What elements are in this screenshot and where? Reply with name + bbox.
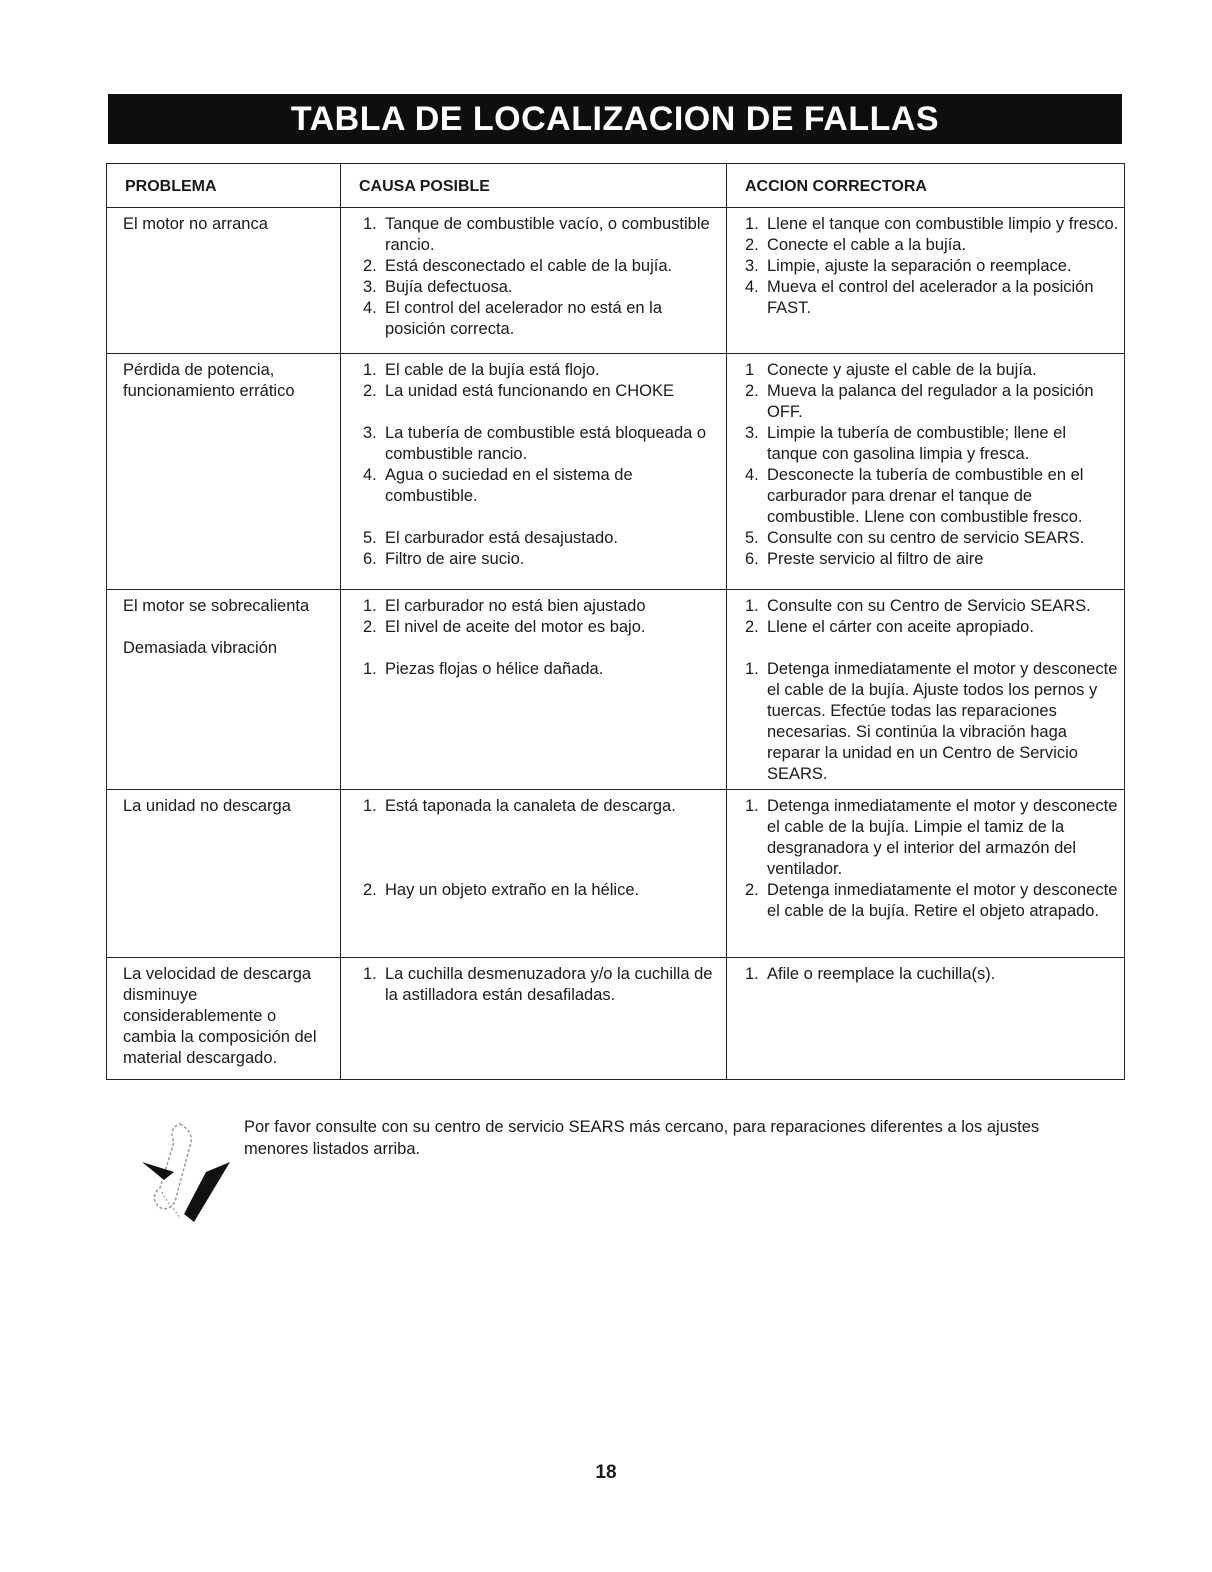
list-item: 1. Detenga inmediatamente el motor y desconecte el cable de la bujía. Ajuste todos los pernos y tuercas. Efectúe todas las reparaciones necesarias. Si continúa la vibración haga reparar la unidad en un Centro de Servicio SEARS.	[745, 660, 1118, 783]
problem-cell: El motor no arranca	[107, 208, 341, 354]
table-row	[107, 354, 1125, 590]
list-item: 6. Filtro de aire sucio.	[363, 550, 525, 568]
list-item: 3. Limpie, ajuste la separación o reemplace.	[745, 257, 1072, 275]
list-item: 1. Tanque de combustible vacío, o combustible rancio.	[363, 215, 710, 254]
troubleshooting-table	[106, 163, 1125, 1080]
table-row	[107, 208, 1125, 354]
cause-cell	[341, 208, 727, 354]
list-item: 5. El carburador está desajustado.	[363, 529, 618, 547]
list-item: 6. Preste servicio al filtro de aire	[745, 550, 984, 568]
cause-cell	[341, 354, 727, 590]
list-item: 2. Está desconectado el cable de la bujía.	[363, 257, 673, 275]
cause-cell	[341, 790, 727, 958]
cause-cell	[341, 590, 727, 790]
list-item: 2. El nivel de aceite del motor es bajo.	[363, 618, 646, 636]
list-item: 1. El carburador no está bien ajustado	[363, 597, 646, 615]
list-item: 1. Detenga inmediatamente el motor y desconecte el cable de la bujía. Limpie el tamiz de la desgranadora y el interior del armazón del ventilador.	[745, 797, 1118, 878]
cause-cell	[341, 958, 727, 1080]
action-cell	[727, 208, 1125, 354]
problem-cell: La velocidad de descarga disminuye considerablemente o cambia la composición del material descargado.	[107, 958, 341, 1080]
list-item: 1 Conecte y ajuste el cable de la bujía.	[745, 361, 1037, 379]
problem-cell: La unidad no descarga	[107, 790, 341, 958]
service-note: Por favor consulte con su centro de servicio SEARS más cercano, para reparaciones diferentes a los ajustes menores listados arriba.	[244, 1118, 1040, 1158]
list-item: 2. Detenga inmediatamente el motor y desconecte el cable de la bujía. Retire el objeto atrapado.	[745, 881, 1118, 920]
list-item: 1. El cable de la bujía está flojo.	[363, 361, 600, 379]
page-title: TABLA DE LOCALIZACION DE FALLAS	[290, 99, 940, 138]
list-item: 4. Mueva el control del acelerador a la posición FAST.	[745, 278, 1094, 317]
page-number: 18	[595, 1462, 617, 1483]
wrench-pointing-arrow-icon	[140, 1118, 236, 1228]
list-item: 2. Conecte el cable a la bujía.	[745, 236, 967, 254]
action-cell	[727, 958, 1125, 1080]
list-item: 2. Llene el cárter con aceite apropiado.	[745, 618, 1034, 636]
problem-cell: El motor se sobrecalienta Demasiada vibración	[107, 590, 341, 790]
list-item: 3. Bujía defectuosa.	[363, 278, 513, 296]
list-item: 1. Llene el tanque con combustible limpio y fresco.	[745, 215, 1119, 233]
list-item: 4. Agua o suciedad en el sistema de combustible.	[363, 466, 633, 505]
action-cell	[727, 354, 1125, 590]
table-row	[107, 790, 1125, 958]
problem-cell: Pérdida de potencia, funcionamiento errático	[107, 354, 341, 590]
list-item: 3. La tubería de combustible está bloqueada o combustible rancio.	[363, 424, 707, 463]
page-title-bar	[108, 94, 1122, 144]
header-action: ACCION CORRECTORA	[727, 164, 1125, 208]
list-item: 3. Limpie la tubería de combustible; llene el tanque con gasolina limpia y fresca.	[745, 424, 1067, 463]
list-item: 5. Consulte con su centro de servicio SEARS.	[745, 529, 1085, 547]
list-item: 2. La unidad está funcionando en CHOKE	[363, 382, 674, 400]
action-cell	[727, 790, 1125, 958]
list-item: 4. Desconecte la tubería de combustible en el carburador para drenar el tanque de combustible. Llene con combustible fresco.	[745, 466, 1084, 526]
table-row	[107, 958, 1125, 1080]
list-item: 1. Está taponada la canaleta de descarga.	[363, 797, 676, 815]
list-item: 1. Consulte con su Centro de Servicio SEARS.	[745, 597, 1091, 615]
list-item: 2. Hay un objeto extraño en la hélice.	[363, 881, 640, 899]
action-cell	[727, 590, 1125, 790]
list-item: 1. Afile o reemplace la cuchilla(s).	[745, 965, 996, 983]
list-item: 2. Mueva la palanca del regulador a la posición OFF.	[745, 382, 1094, 421]
table-header-row	[107, 164, 1125, 208]
header-problem: PROBLEMA	[107, 164, 341, 208]
header-cause: CAUSA POSIBLE	[341, 164, 727, 208]
list-item: 1. Piezas flojas o hélice dañada.	[363, 660, 604, 678]
table-row	[107, 590, 1125, 790]
list-item: 1. La cuchilla desmenuzadora y/o la cuchilla de la astilladora están desafiladas.	[363, 965, 713, 1004]
list-item: 4. El control del acelerador no está en la posición correcta.	[363, 299, 663, 338]
